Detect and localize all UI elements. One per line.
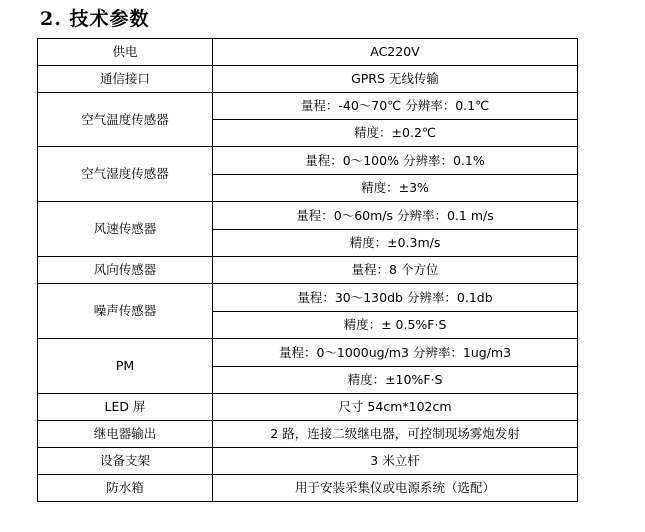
param-range-air-humidity: 量程：0～100% 分辨率：0.1% <box>213 147 578 175</box>
param-value-box: 用于安装采集仪或电源系统（选配） <box>213 475 578 502</box>
param-value-comm: GPRS 无线传输 <box>213 66 578 93</box>
param-range-air-temp: 量程：-40～70℃ 分辨率：0.1℃ <box>213 93 578 120</box>
param-name-wind-dir: 风向传感器 <box>38 257 213 284</box>
param-value-bracket: 3 米立杆 <box>213 448 578 475</box>
table-row <box>38 339 578 367</box>
param-precision-noise: 精度：± 0.5%F·S <box>213 312 578 339</box>
param-value-wind-dir: 量程：8 个方位 <box>213 257 578 284</box>
param-name-air-humidity: 空气湿度传感器 <box>38 147 213 202</box>
table-row <box>38 39 578 66</box>
param-precision-pm: 精度：±10%F·S <box>213 367 578 394</box>
table-row <box>38 475 578 502</box>
param-name-power: 供电 <box>38 39 213 66</box>
param-value-power: AC220V <box>213 39 578 66</box>
param-precision-air-temp: 精度：±0.2℃ <box>213 120 578 147</box>
param-name-pm: PM <box>38 339 213 394</box>
table-row <box>38 66 578 93</box>
param-name-wind-speed: 风速传感器 <box>38 202 213 257</box>
table-row <box>38 394 578 421</box>
table-row <box>38 93 578 120</box>
table-row <box>38 421 578 448</box>
param-name-bracket: 设备支架 <box>38 448 213 475</box>
param-name-noise: 噪声传感器 <box>38 284 213 339</box>
section-title: 2. 技术参数 <box>40 8 150 30</box>
table-row <box>38 257 578 284</box>
param-name-comm: 通信接口 <box>38 66 213 93</box>
param-value-relay: 2 路，连接二级继电器，可控制现场雾炮发射 <box>213 421 578 448</box>
table-row <box>38 284 578 312</box>
param-name-led: LED 屏 <box>38 394 213 421</box>
param-name-box: 防水箱 <box>38 475 213 502</box>
param-range-wind-speed: 量程：0～60m/s 分辨率：0.1 m/s <box>213 202 578 230</box>
param-range-pm: 量程：0～1000ug/m3 分辨率：1ug/m3 <box>213 339 578 367</box>
spec-table <box>37 38 578 502</box>
param-name-relay: 继电器输出 <box>38 421 213 448</box>
param-name-air-temp: 空气温度传感器 <box>38 93 213 147</box>
param-value-led: 尺寸 54cm*102cm <box>213 394 578 421</box>
table-row <box>38 448 578 475</box>
param-precision-air-humidity: 精度：±3% <box>213 175 578 202</box>
param-range-noise: 量程：30～130db 分辨率：0.1db <box>213 284 578 312</box>
param-precision-wind-speed: 精度：±0.3m/s <box>213 230 578 257</box>
table-row <box>38 147 578 175</box>
table-row <box>38 202 578 230</box>
